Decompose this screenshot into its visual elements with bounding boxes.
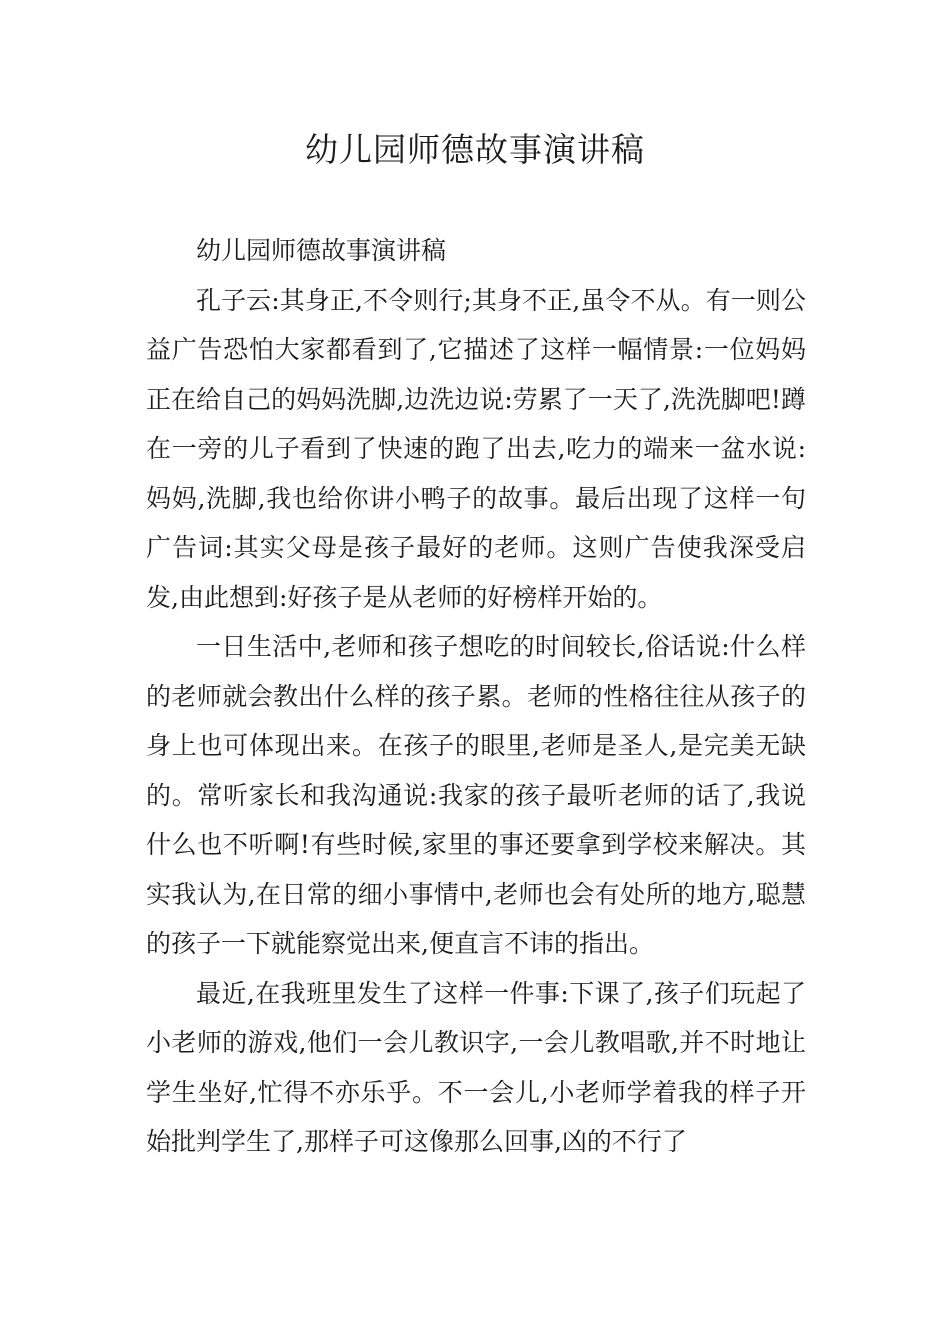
paragraph: 最近,在我班里发生了这样一件事:下课了,孩子们玩起了小老师的游戏,他们一会儿教识字,一会儿教唱歌,并不时地让学生坐好,忙得不亦乐乎。不一会儿,小老师学着我的样子开始批判学生了,那样子可这像那么回事,凶的不行了 (146, 978, 806, 1156)
paragraph: 孔子云:其身正,不令则行;其身不正,虽令不从。有一则公益广告恐怕大家都看到了,它描述了这样一幅情景:一位妈妈正在给自己的妈妈洗脚,边洗边说:劳累了一天了,洗洗脚吧!蹲在一旁的儿子看到了快速的跑了出去,吃力的端来一盆水说:妈妈,洗脚,我也给你讲小鸭子的故事。最后出现了这样一句广告词:其实父母是孩子最好的老师。这则广告使我深受启发,由此想到:好孩子是从老师的好榜样开始的。 (146, 285, 806, 612)
paragraph-heading: 幼儿园师德故事演讲稿 (196, 236, 447, 265)
document-body (146, 226, 806, 1167)
document-title: 幼儿园师德故事演讲稿 (305, 130, 645, 169)
paragraph: 一日生活中,老师和孩子想吃的时间较长,俗话说:什么样的老师就会教出什么样的孩子累。老师的性格往往从孩子的身上也可体现出来。在孩子的眼里,老师是圣人,是完美无缺的。常听家长和我沟通说:我家的孩子最听老师的话了,我说什么也不听啊!有些时候,家里的事还要拿到学校来解决。其实我认为,在日常的细小事情中,老师也会有处所的地方,聪慧的孩子一下就能察觉出来,便直言不讳的指出。 (146, 632, 806, 958)
